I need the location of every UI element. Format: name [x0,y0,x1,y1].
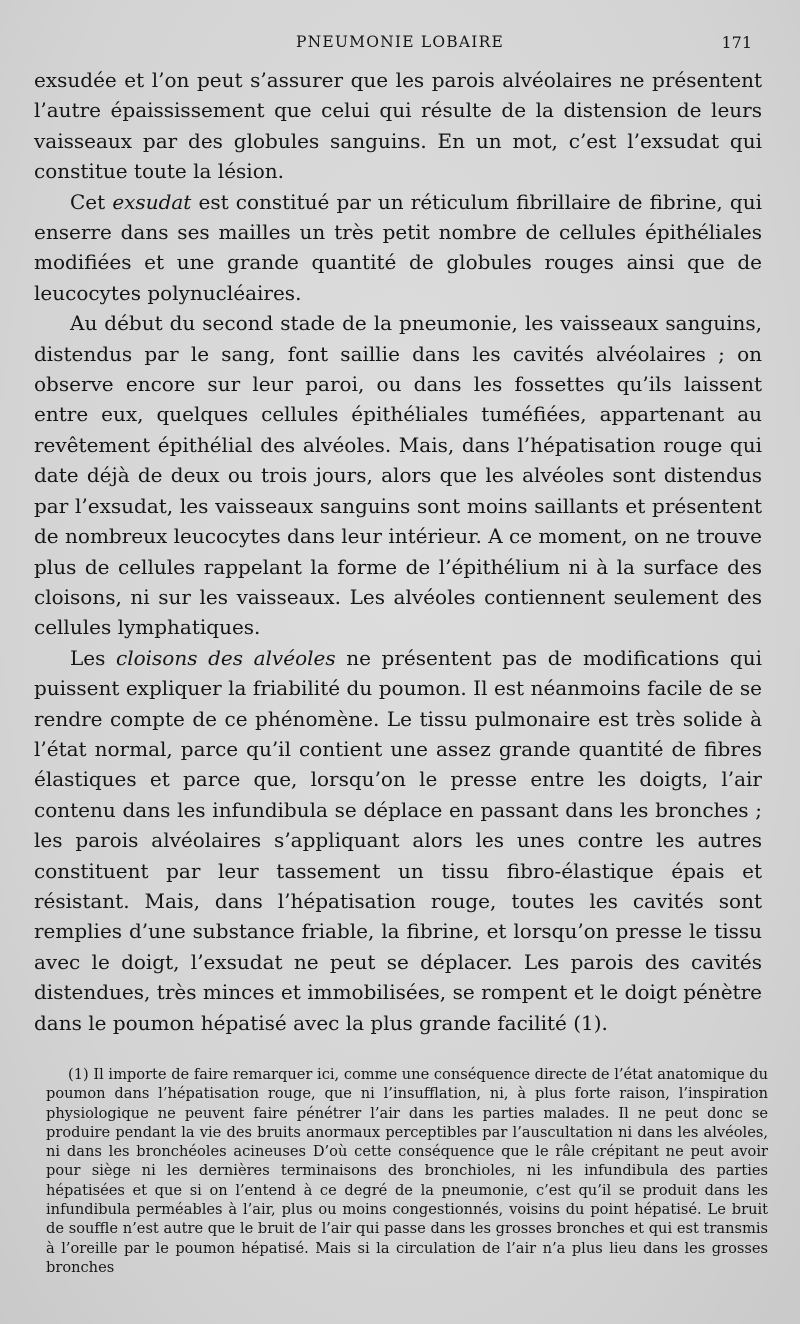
italic-term: cloisons des alvéoles [116,645,336,670]
paragraph-exsudat [34,187,762,309]
paragraph-text: exsudée et l’on peut s’assurer que les parois alvéolaires ne présentent l’autre épaississement que celui qui résulte de la distension de leurs vaisseaux par des globules sanguins. En un mot, c’est l’exsudat qui constitue toute la lésion. [34,68,762,184]
footnotes [46,1065,768,1277]
paragraph-second-stade [34,308,762,642]
page-number: 171 [721,33,752,52]
paragraph-exsudee [34,65,762,187]
footnote-1: (1) Il importe de faire remarquer ici, comme une conséquence directe de l’état anatomique du poumon dans l’hépatisation rouge, que ni l’insufflation, ni, à plus forte raison, l’inspiration physiologique ne peuvent faire pénétrer l’air dans les parties malades. Il ne peut donc se produire pendant la vie des bruits anormaux perceptibles par l’auscultation ni dans les alvéoles, ni dans les bronchéoles acineuses D’où cette conséquence que le râle crépitant ne peut avoir pour siège ni les dernières terminaisons des bronchioles, ni les infundibula des parties hépatisées et que si on l’entend à ce degré de la pneumonie, c’est qu’il se produit dans les infundibula perméables à l’air, plus ou moins congestionnés, voisins du point hépatisé. Le bruit de souffle n’est autre que le bruit de l’air qui passe dans les grosses bronches et qui est transmis à l’oreille par le poumon hépatisé. Mais si la circulation de l’air n’a plus lieu dans les grosses bronches [46,1066,768,1276]
page-header [0,30,800,58]
paragraph-text: Cet [70,189,113,214]
italic-term: exsudat [112,189,192,214]
running-title: PNEUMONIE LOBAIRE [296,33,504,51]
paragraph-text: Les [70,645,116,670]
paragraph-text: Au début du second stade de la pneumonie, les vaisseaux sanguins, distendus par le sang, font saillie dans les cavités alvéolaires ; on observe encore sur leur paroi, ou dans les fossettes qu’ils laissent entre eux, quelques cellules épithéliales tuméfiées, appartenant au revêtement épithélial des alvéoles. Mais, dans l’hépatisation rouge qui date déjà de deux ou trois jours, alors que les alvéoles sont distendus par l’exsudat, les vaisseaux sanguins sont moins saillants et présentent de nombreux leucocytes dans leur intérieur. A ce moment, on ne trouve plus de cellules rappelant la forme de l’épithélium ni à la surface des cloisons, ni sur les vaisseaux. Les alvéoles contiennent seulement des cellules lymphatiques. [34,311,762,640]
paragraph-cloisons [34,643,762,1038]
main-text [34,65,762,1038]
paragraph-text: est constitué par un réticulum fibrillaire de fibrine, qui enserre dans ses mailles un très petit nombre de cellules épithéliales modifiées et une grande quantité de globules rouges ainsi que de leucocytes polynucléaires. [34,189,762,305]
paragraph-text: ne présentent pas de modifications qui puissent expliquer la friabilité du poumon. Il est néanmoins facile de se rendre compte de ce phénomène. Le tissu pulmonaire est très solide à l’état normal, parce qu’il contient une assez grande quantité de fibres élastiques et parce que, lorsqu’on le presse entre les doigts, l’air contenu dans les infundibula se déplace en passant dans les bronches ; les parois alvéolaires s’appliquant alors les unes contre les autres constituent par leur tassement un tissu fibro-élastique épais et résistant. Mais, dans l’hépatisation rouge, toutes les cavités sont remplies d’une substance friable, la fibrine, et lorsqu’on presse le tissu avec le doigt, l’exsudat ne peut se déplacer. Les parois des cavités distendues, très minces et immobilisées, se rompent et le doigt pénètre dans le poumon hépatisé avec la plus grande facilité (1). [34,645,762,1035]
